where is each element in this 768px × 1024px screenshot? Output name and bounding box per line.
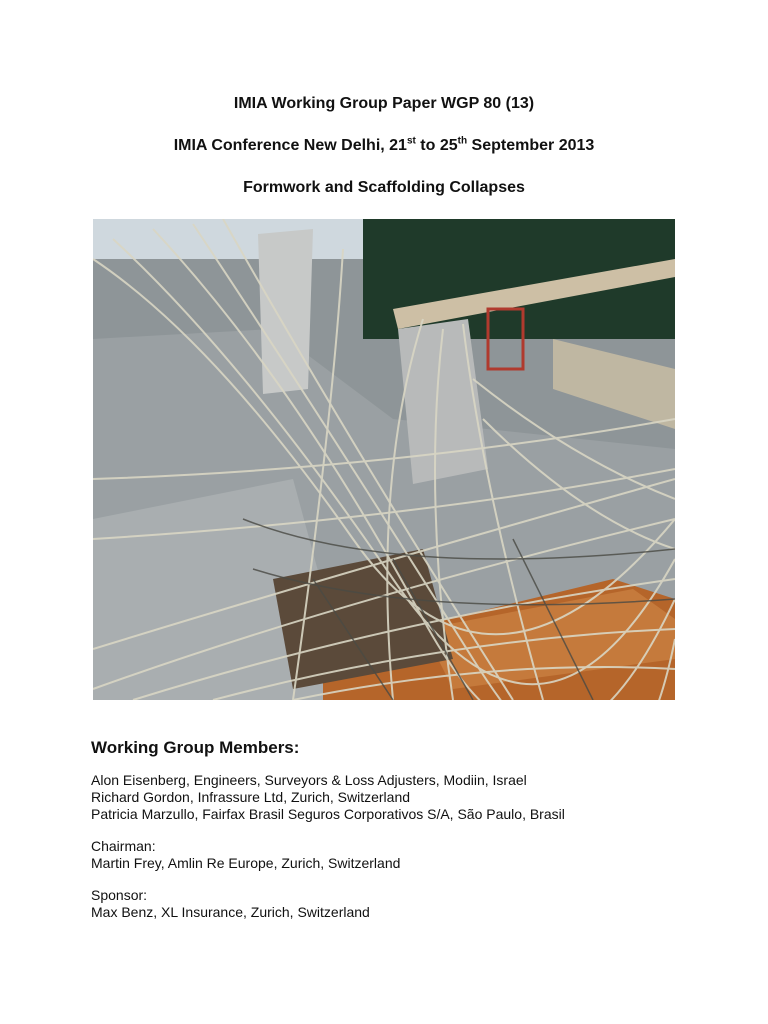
chairman-block [91,838,400,872]
collapse-photo [93,219,675,700]
chairman-name: Martin Frey, Amlin Re Europe, Zurich, Switzerland [91,855,401,871]
ordinal-th: th [457,135,468,147]
conference-line [0,136,768,156]
sponsor-label: Sponsor: [91,887,148,903]
sponsor-block [91,887,370,921]
conference-suffix: September 2013 [467,137,595,154]
member-entry: Patricia Marzullo, Fairfax Brasil Seguros Corporativos S/A, São Paulo, Brasil [91,806,565,822]
members-list [91,772,565,823]
member-entry: Alon Eisenberg, Engineers, Surveyors & Loss Adjusters, Modiin, Israel [91,772,527,788]
members-heading: Working Group Members: [91,738,300,757]
conference-prefix: IMIA Conference New Delhi, 21 [173,137,407,154]
paper-subject-title: Formwork and Scaffolding Collapses [243,179,525,196]
chairman-label: Chairman: [91,838,156,854]
sponsor-name: Max Benz, XL Insurance, Zurich, Switzerland [91,904,370,920]
member-entry: Richard Gordon, Infrassure Ltd, Zurich, Switzerland [91,789,411,805]
ordinal-st: st [406,135,416,147]
paper-title: IMIA Working Group Paper WGP 80 (13) [233,95,535,112]
conference-middle: to 25 [415,137,458,154]
